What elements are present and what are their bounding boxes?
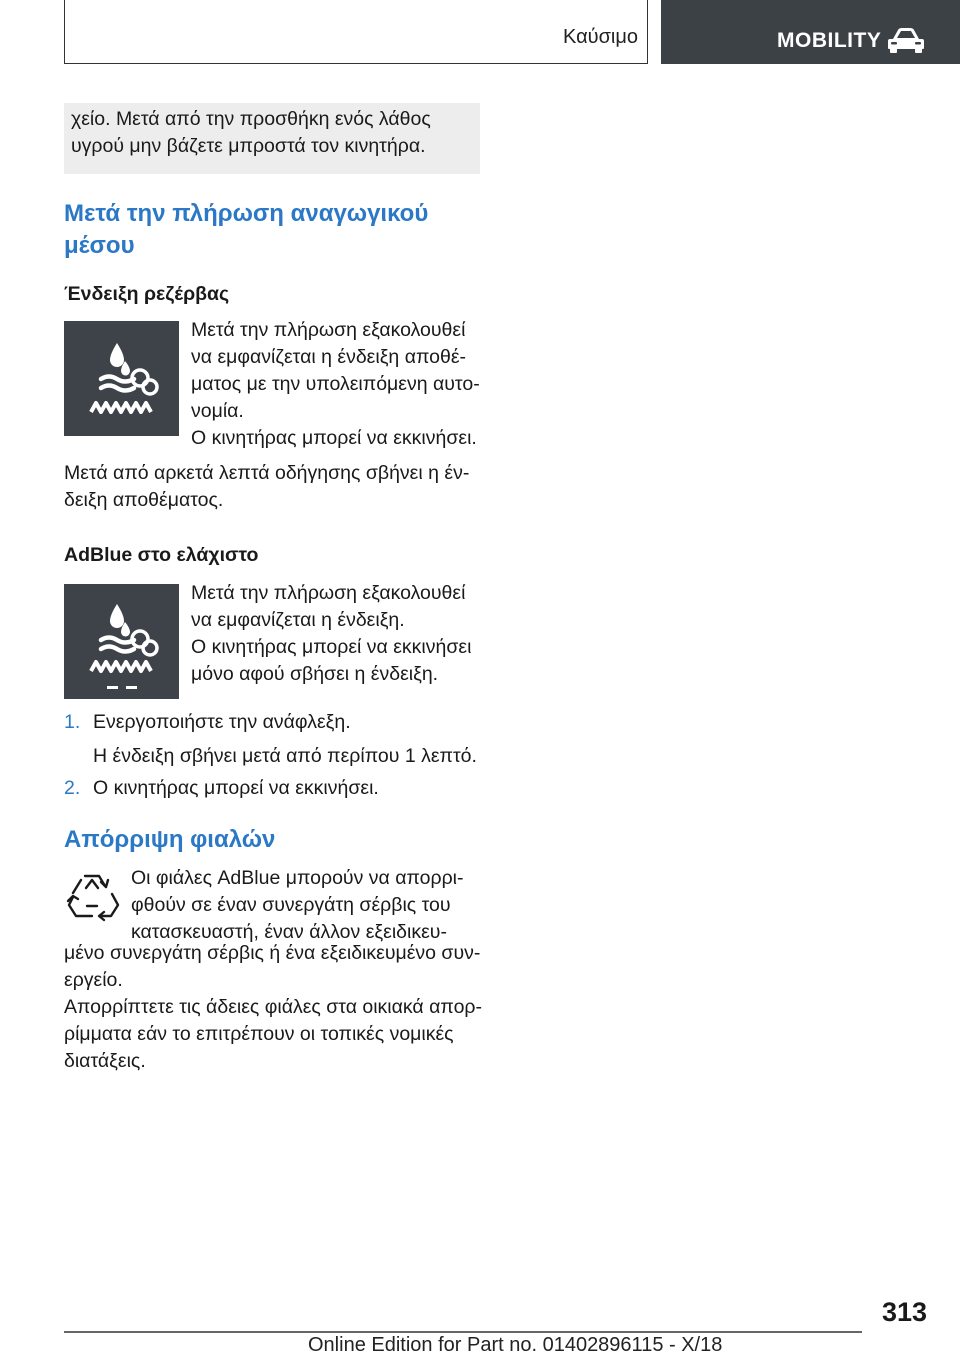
reserve-after-text: Μετά από αρκετά λεπτά οδήγησης σβήνει η έν- δειξη αποθέματος. (64, 462, 470, 511)
minimum-heading: AdBlue στο ελάχιστο (64, 544, 259, 566)
step-text: Ο κινητήρας μπορεί να εκκινήσει. (93, 777, 379, 799)
section-title-bottle-disposal: Απόρριψη φιαλών (64, 826, 276, 853)
mobility-label: MOBILITY (777, 29, 882, 52)
adblue-minimum-icon (64, 584, 179, 699)
header-section-title: Καύσιμο (562, 26, 638, 48)
footer-edition: Online Edition for Part no. 01402896115 - X/18 (308, 1334, 723, 1356)
disposal-description-bottom: μένο συνεργάτη σέρβις ή ένα εξειδικευμένο συν- εργείο. (64, 942, 481, 991)
reserve-engine-text: Ο κινητήρας μπορεί να εκκινήσει. (191, 427, 477, 449)
note-box (64, 103, 480, 174)
minimum-description: Μετά την πλήρωση εξακολουθεί να εμφανίζεται η ένδειξη. (191, 582, 466, 631)
page-number: 313 (881, 1297, 927, 1327)
footer-divider (64, 1331, 862, 1333)
note-line: χείο. Μετά από την προσθήκη ενός λάθος (71, 108, 431, 130)
disposal-household-text: Απορρίπτετε τις άδειες φιάλες στα οικιακά απορ- ρίμματα εάν το επιτρέπουν οι τοπικές νομικές διατάξεις. (64, 996, 483, 1072)
recycle-icon (64, 868, 120, 924)
disposal-description-top: Οι φιάλες AdBlue μπορούν να απορρι- φθούν σε έναν συνεργάτη σέρβις του κατασκευαστή, έναν άλλον εξειδικευ- (131, 867, 464, 943)
car-icon (887, 26, 925, 54)
step-subtext: Η ένδειξη σβήνει μετά από περίπου 1 λεπτό. (93, 745, 477, 767)
adblue-reserve-icon (64, 321, 179, 436)
note-line: υγρού μην βάζετε μπροστά τον κινητήρα. (71, 135, 426, 157)
section-title-after-filling: Μετά την πλήρωση αναγωγικού μέσου (64, 200, 429, 259)
reserve-heading: Ένδειξη ρεζέρβας (64, 283, 230, 305)
step-number: 1. (64, 711, 81, 733)
reserve-description: Μετά την πλήρωση εξακολουθεί να εμφανίζεται η ένδειξη αποθέ- ματος με την υπολειπόμενη αυτο- νομία. (191, 319, 480, 422)
header-mobility-tab (661, 0, 960, 64)
minimum-engine-text: Ο κινητήρας μπορεί να εκκινήσει μόνο αφού σβήσει η ένδειξη. (191, 636, 472, 685)
step-number: 2. (64, 777, 81, 799)
step-text: Ενεργοποιήστε την ανάφλεξη. (93, 711, 351, 733)
header-section-box (64, 0, 648, 64)
